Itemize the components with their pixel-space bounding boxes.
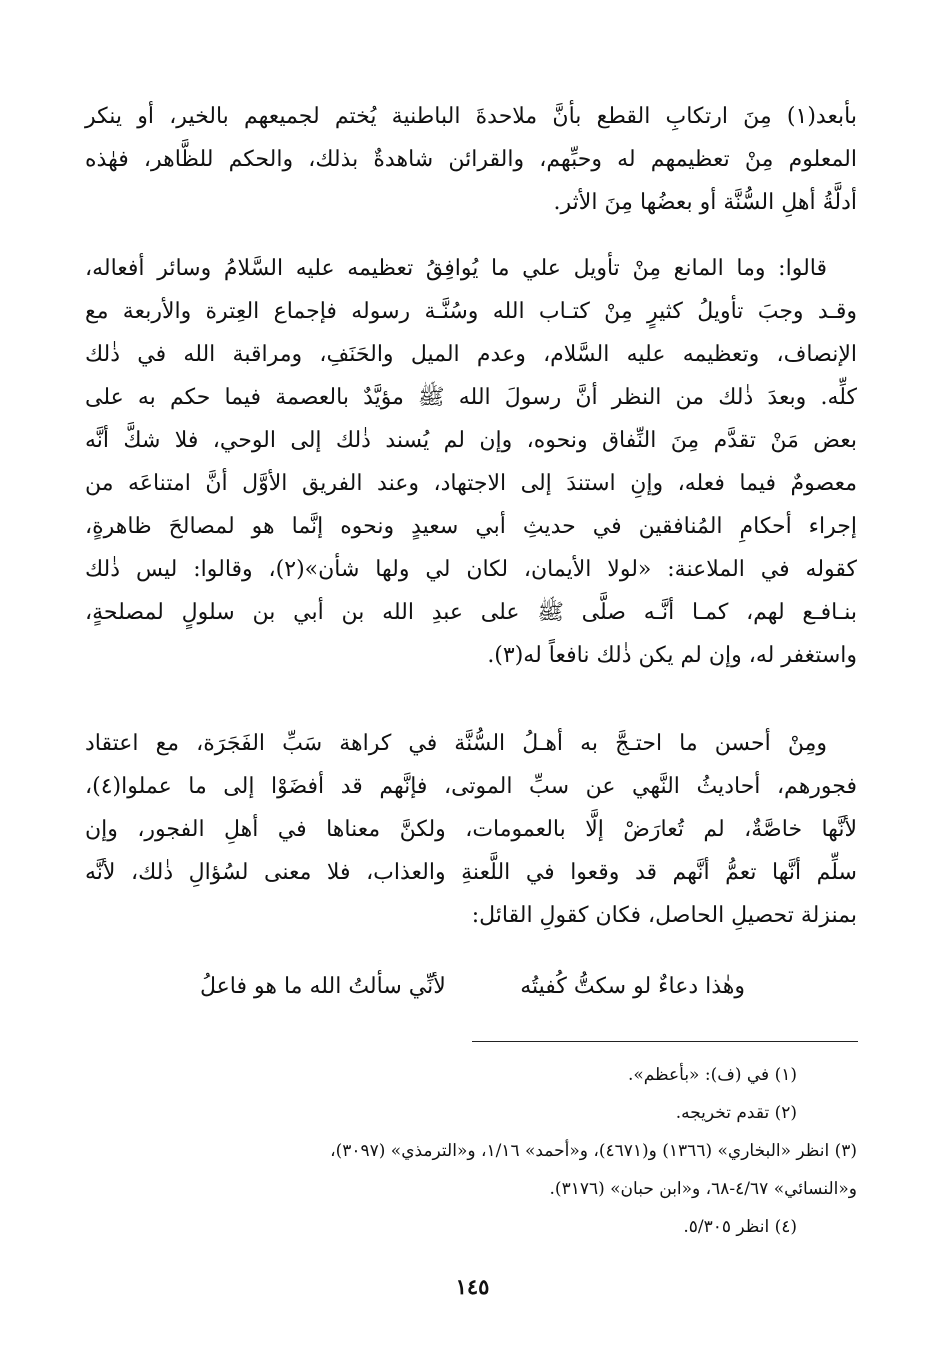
footnote: (١) في (ف): «بأعظم». — [627, 1065, 797, 1085]
text-line: كلِّه. وبعدَ ذٰلك من النظر أنَّ رسولَ الله ﷺ مؤيَّدٌ بالعصمة فيما حكم به على — [85, 385, 857, 410]
text-line: إجراء أحكامِ المُنافقين في حديثِ أبي سعيدٍ ونحوه إنَّما هو لمصالحَ ظاهرةٍ، — [85, 514, 857, 539]
paragraph-2 — [85, 247, 857, 677]
text-line: سلِّم أنَّها تعمُّ أنَّهم قد وقعوا في اللَّعنةِ والعذاب، فلا معنى لسُؤالِ ذٰلك، لأنَّه — [85, 860, 857, 885]
paragraph-1 — [85, 95, 857, 224]
footnote-continuation: و«النسائي» ٤/٦٧-٦٨، و«ابن حبان» (٣١٧٦). — [549, 1179, 857, 1199]
text-line: الإنصاف، وتعظيمه عليه السَّلام، وعدم الميل والحَنَفِ، ومراقبة الله في ذٰلك — [85, 342, 857, 367]
poetry-verse — [200, 965, 745, 1008]
text-line: بعض مَنْ تقدَّم مِنَ النِّفاق ونحوه، وإن لم يُسند ذٰلك إلى الوحي، فلا شكَّ أنَّه — [85, 428, 857, 453]
text-line: أدلَّةُ أهلِ السُّنَّة أو بعضُها مِنَ الأثر. — [553, 190, 857, 215]
paragraph-3 — [85, 722, 857, 937]
text-line: معصومٌ فيما فعله، وإنِ استندَ إلى الاجتهاد، وعند الفريق الأوَّل أنَّ امتناعَه من — [85, 471, 857, 496]
text-line: كقوله في الملاعنة: «لولا الأيمان، لكان لي ولها شأن»(٢)، وقالوا: ليس ذٰلك — [85, 557, 857, 582]
verse-first-hemistich: وهٰذا دعاءٌ لو سكتُّ كُفيتُه — [520, 974, 745, 999]
text-line: ومِنْ أحسن ما احتـجَّ به أهـلُ السُّنَّة في كراهة سَبِّ الفَجَرَة، مع اعتقاد — [85, 731, 827, 756]
footnote: (٢) تقدم تخريجه. — [675, 1103, 797, 1123]
text-line: واستغفر له، وإن لم يكن ذٰلك نافعاً له(٣). — [487, 643, 857, 668]
footnote-divider — [472, 1041, 858, 1042]
footnote: (٣) انظر «البخاري» (١٣٦٦) و(٤٦٧١)، و«أحمد» ١/١٦، و«الترمذي» (٣٠٩٧)، — [330, 1141, 857, 1161]
verse-second-hemistich: لأنِّي سألتُ الله ما هو فاعلُ — [200, 974, 446, 999]
text-line: بمنزلة تحصيلِ الحاصل، فكان كقولِ القائل: — [471, 903, 857, 928]
text-line: بأبعد(١) مِنَ ارتكابِ القطع بأنَّ ملاحدةَ الباطنية يُختم لجميعهم بالخير، أو ينكر — [85, 104, 858, 129]
text-line: بنـافـع لهم، كمـا أنَّـه صلَّى ﷺ على عبدِ الله بن أبي بن سلولٍ لمصلحةٍ، — [85, 600, 858, 625]
text-line: فجورهم، أحاديثُ النَّهي عن سبِّ الموتى، فإنَّهم قد أفضَوْا إلى ما عملوا(٤)، — [85, 774, 857, 799]
text-line: المعلوم مِنْ تعظيمهم له وحبِّهم، والقرائن شاهدةٌ بذلك، والحكم للظَّاهر، فهٰذه — [85, 147, 857, 172]
footnote: (٤) انظر ٥/٣٠٥. — [683, 1217, 797, 1237]
text-line: لأنَّها خاصَّةٌ، لم تُعارَضْ إلَّا بالعمومات، ولكنَّ معناها في أهلِ الفجور، وإن — [85, 817, 857, 842]
footnotes — [85, 1056, 857, 1246]
text-line: قالوا: وما المانع مِنْ تأويل علي ما يُوافِقُ تعظيمه عليه السَّلامُ وسائر أفعاله، — [85, 256, 827, 281]
text-line: وقـد وجبَ تأويلُ كثيرٍ مِنْ كتـاب الله وسُنَّـة رسوله فإجماع العِترة والأربعة مع — [85, 299, 857, 324]
page-number: ١٤٥ — [455, 1274, 490, 1299]
